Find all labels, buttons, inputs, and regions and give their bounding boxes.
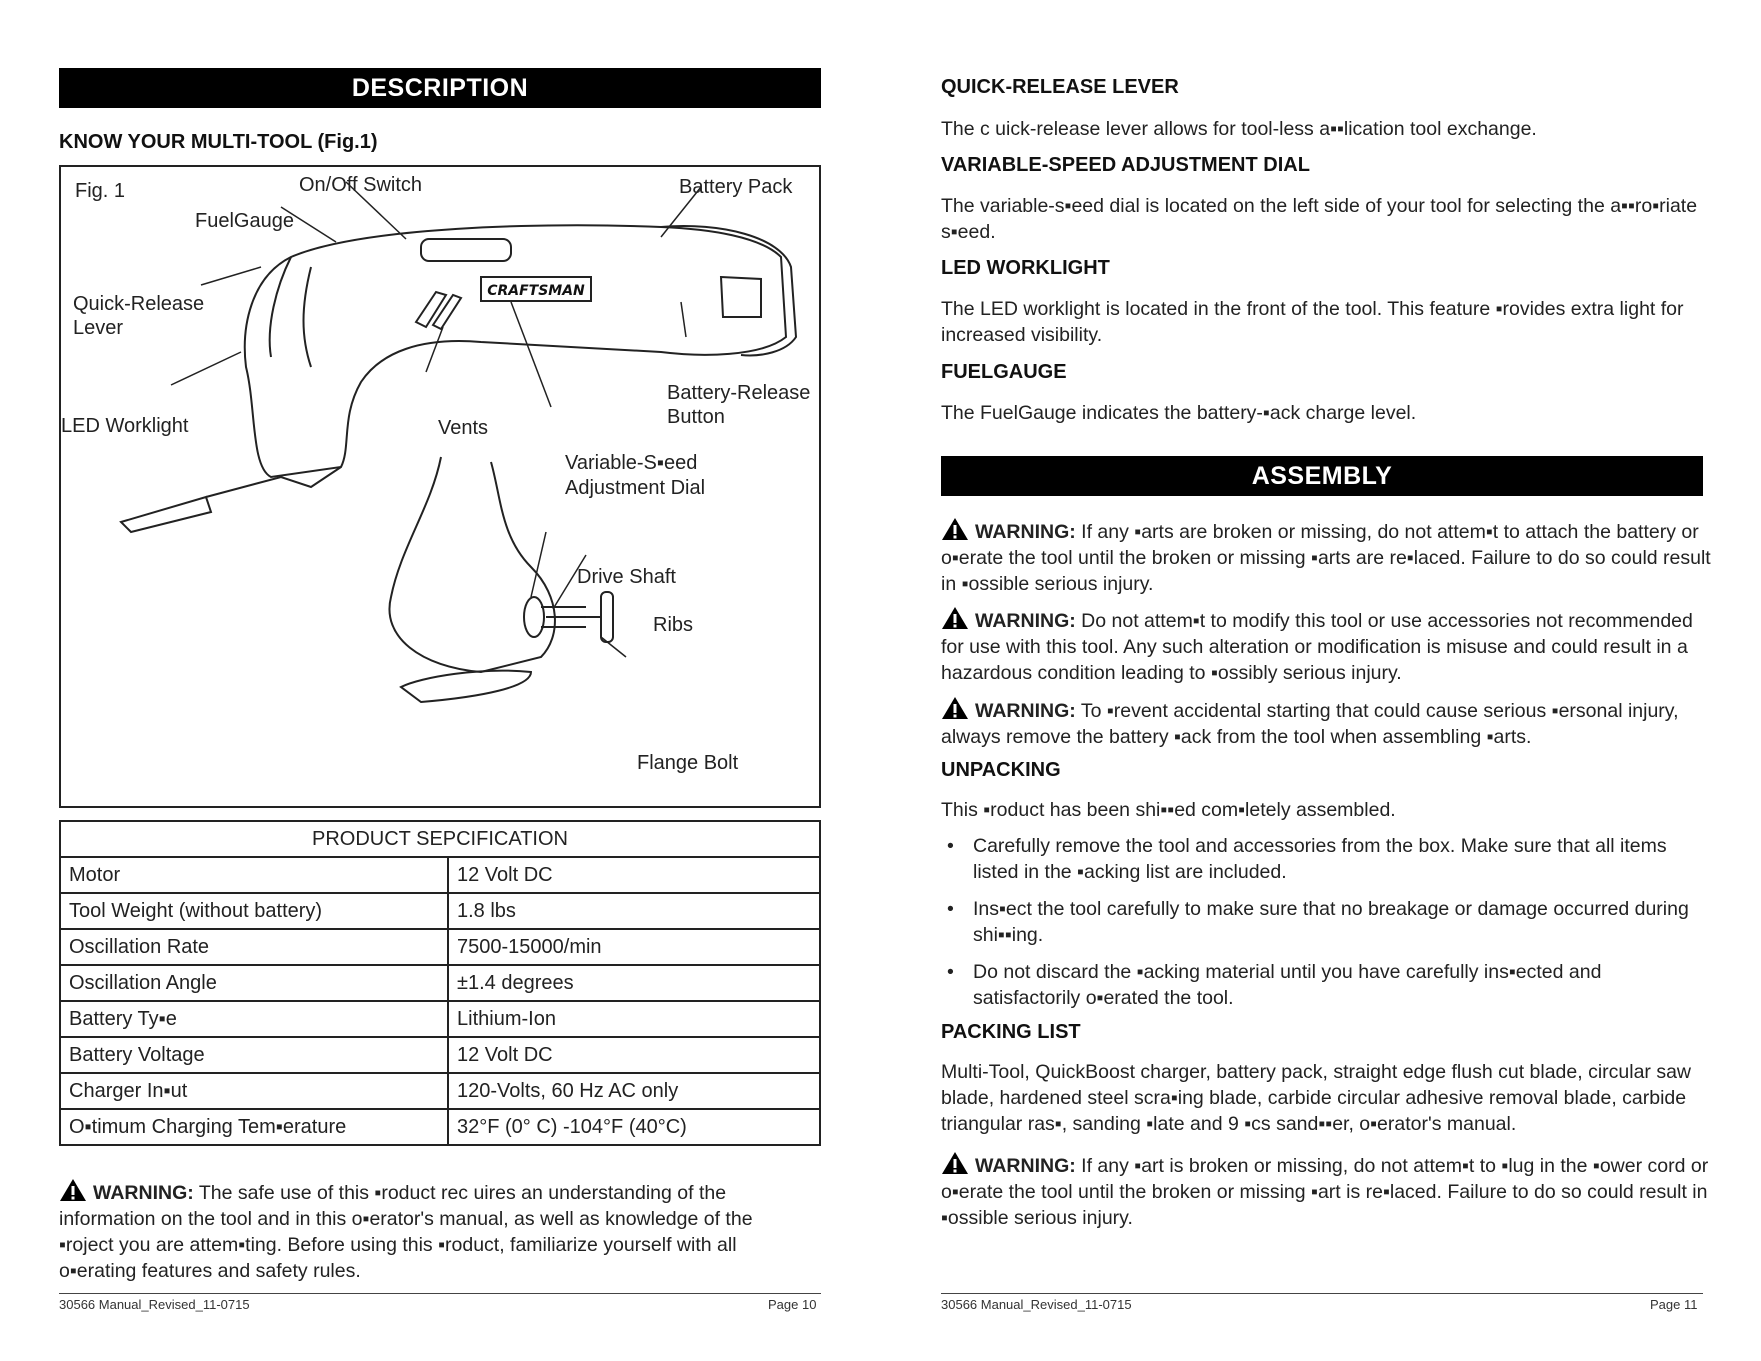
label-vents: Vents bbox=[438, 417, 489, 439]
label-ribs: Ribs bbox=[653, 614, 694, 636]
spec-value-cell: 7500-15000/min bbox=[448, 929, 820, 965]
unpacking-heading: UNPACKING bbox=[941, 759, 1061, 781]
unpacking-intro: This ▪roduct has been shi▪▪ed com▪letely assembled. bbox=[941, 799, 1396, 821]
spec-value-cell: Lithium-Ion bbox=[448, 1001, 820, 1037]
spec-value-cell: 120-Volts, 60 Hz AC only bbox=[448, 1073, 820, 1109]
section-text-quick-release: The c uick-release lever allows for tool-less a▪▪lication tool exchange. bbox=[941, 118, 1537, 140]
footer-rule bbox=[59, 1293, 821, 1294]
spec-name-cell: Oscillation Angle bbox=[60, 965, 448, 1001]
list-item: • Ins▪ect the tool carefully to make sure that no breakage or damage occurred during shi▪▪ing. bbox=[941, 896, 1711, 948]
packing-list-text: Multi-Tool, QuickBoost charger, battery pack, straight edge flush cut blade, circular saw blade, hardened steel scra▪ing blade, carbide circular adhesive removal blade, carbide triangular ras▪, sanding ▪late and 9 ▪cs sand▪▪er, o▪erator's manual. bbox=[941, 1061, 1692, 1135]
spec-table bbox=[59, 820, 821, 1146]
assembly-warning-3 bbox=[941, 696, 1711, 750]
spec-name-cell: Oscillation Rate bbox=[60, 929, 448, 965]
right-page bbox=[880, 0, 1761, 1361]
spec-name-cell: O▪timum Charging Tem▪erature bbox=[60, 1109, 448, 1145]
label-on-off-switch: On/Off Switch bbox=[299, 174, 423, 196]
section-heading-variable-speed: VARIABLE-SPEED ADJUSTMENT DIAL bbox=[941, 154, 1310, 176]
section-heading-fuelgauge: FUELGAUGE bbox=[941, 361, 1067, 383]
footer-left: 30566 Manual_Revised_11-0715 bbox=[941, 1297, 1132, 1312]
table-row bbox=[60, 1073, 820, 1109]
warning-icon bbox=[941, 696, 969, 720]
packing-list-heading: PACKING LIST bbox=[941, 1021, 1081, 1043]
warning-text: If any ▪arts are broken or missing, do not attem▪t to attach the battery or o▪erate the tool until the broken or missing ▪arts are re▪laced. Failure to do so could result in ▪ossible serious injury. bbox=[941, 521, 1711, 595]
table-row bbox=[60, 893, 820, 929]
page-number: Page 11 bbox=[1650, 1297, 1698, 1312]
table-row bbox=[60, 1001, 820, 1037]
assembly-warning-1 bbox=[941, 517, 1711, 597]
multi-tool-illustration bbox=[61, 167, 819, 806]
spec-value-cell: 12 Volt DC bbox=[448, 857, 820, 893]
fig-label: Fig. 1 bbox=[75, 180, 126, 202]
section-text-led-worklight: The LED worklight is located in the front of the tool. This feature ▪rovides extra light for increased visibility. bbox=[941, 298, 1684, 346]
spec-name-cell: Battery Ty▪e bbox=[60, 1001, 448, 1037]
section-text-variable-speed: The variable-s▪eed dial is located on the left side of your tool for selecting the a▪▪ro▪riate s▪eed. bbox=[941, 195, 1698, 243]
footer-rule bbox=[941, 1293, 1703, 1294]
warning-text: Do not attem▪t to modify this tool or use accessories not recommended for use with this tool. Any such alteration or modification is misuse and could result in a hazardous condition leading to ▪ossibly serious injury. bbox=[941, 610, 1693, 684]
final-warning bbox=[941, 1151, 1711, 1231]
warning-text: The safe use of this ▪roduct rec uires an understanding of the information on the tool and in this o▪erator's manual, as well as knowledge of the ▪roject you are attem▪ting. Before using this ▪roduct, familiarize yourself with all o▪erating features and safety rules. bbox=[59, 1182, 753, 1282]
section-heading-quick-release: QUICK-RELEASE LEVER bbox=[941, 76, 1179, 98]
warning-label: WARNING: bbox=[975, 521, 1076, 543]
warning-text: If any ▪art is broken or missing, do not attem▪t to ▪lug in the ▪ower cord or o▪erate the tool until the broken or missing ▪art is re▪laced. Failure to do so could result in ▪ossible serious injury. bbox=[941, 1155, 1709, 1229]
spec-name-cell: Tool Weight (without battery) bbox=[60, 893, 448, 929]
brand-text: CRAFTSMAN bbox=[487, 283, 585, 299]
label-battery-release-2: Button bbox=[667, 406, 725, 428]
label-battery-pack: Battery Pack bbox=[679, 176, 793, 198]
warning-label: WARNING: bbox=[93, 1182, 194, 1204]
table-row bbox=[60, 1037, 820, 1073]
table-row bbox=[60, 857, 820, 893]
label-fuelgauge: FuelGauge bbox=[195, 210, 294, 232]
table-row bbox=[60, 929, 820, 965]
spec-table-title: PRODUCT SEPCIFICATION bbox=[60, 821, 820, 857]
warning-icon bbox=[59, 1178, 87, 1202]
warning-label: WARNING: bbox=[975, 700, 1076, 722]
list-item: • Do not discard the ▪acking material until you have carefully ins▪ected and satisfactorily o▪erated the tool. bbox=[941, 959, 1711, 1011]
warning-icon bbox=[941, 1151, 969, 1175]
unpacking-list bbox=[941, 833, 1711, 1022]
page-number: Page 10 bbox=[768, 1297, 817, 1312]
left-page bbox=[0, 0, 880, 1361]
footer-left: 30566 Manual_Revised_11-0715 bbox=[59, 1297, 250, 1312]
warning-icon bbox=[941, 606, 969, 630]
warning-text: To ▪revent accidental starting that could cause serious ▪ersonal injury, always remove the battery ▪ack from the tool when assembling ▪arts. bbox=[941, 700, 1679, 748]
table-row bbox=[60, 1109, 820, 1145]
label-quick-release-1: Quick-Release bbox=[73, 293, 205, 315]
spec-value-cell: 1.8 lbs bbox=[448, 893, 820, 929]
section-heading-led-worklight: LED WORKLIGHT bbox=[941, 257, 1110, 279]
list-item: • Carefully remove the tool and accessories from the box. Make sure that all items listed in the ▪acking list are included. bbox=[941, 833, 1711, 885]
figure-box bbox=[59, 165, 821, 808]
spec-name-cell: Charger In▪ut bbox=[60, 1073, 448, 1109]
assembly-warning-2 bbox=[941, 606, 1711, 686]
label-variable-speed-1: Variable-S▪eed bbox=[565, 452, 698, 474]
know-your-tool-heading: KNOW YOUR MULTI-TOOL (Fig.1) bbox=[59, 131, 378, 153]
section-text-fuelgauge: The FuelGauge indicates the battery-▪ack charge level. bbox=[941, 402, 1417, 424]
warning-icon bbox=[941, 517, 969, 541]
label-drive-shaft: Drive Shaft bbox=[577, 566, 676, 588]
spec-value-cell: ±1.4 degrees bbox=[448, 965, 820, 1001]
left-warning bbox=[59, 1178, 799, 1284]
spec-name-cell: Battery Voltage bbox=[60, 1037, 448, 1073]
table-row bbox=[60, 965, 820, 1001]
label-led-worklight: LED Worklight bbox=[61, 415, 189, 437]
label-variable-speed-2: Adjustment Dial bbox=[565, 477, 706, 499]
spec-value-cell: 32°F (0° C) -104°F (40°C) bbox=[448, 1109, 820, 1145]
label-flange-bolt: Flange Bolt bbox=[637, 752, 739, 774]
label-quick-release-2: Lever bbox=[73, 317, 124, 339]
description-banner: DESCRIPTION bbox=[59, 68, 821, 108]
spec-value-cell: 12 Volt DC bbox=[448, 1037, 820, 1073]
warning-label: WARNING: bbox=[975, 1155, 1076, 1177]
assembly-banner: ASSEMBLY bbox=[941, 456, 1703, 496]
label-battery-release-1: Battery-Release bbox=[667, 382, 811, 404]
spec-name-cell: Motor bbox=[60, 857, 448, 893]
warning-label: WARNING: bbox=[975, 610, 1076, 632]
